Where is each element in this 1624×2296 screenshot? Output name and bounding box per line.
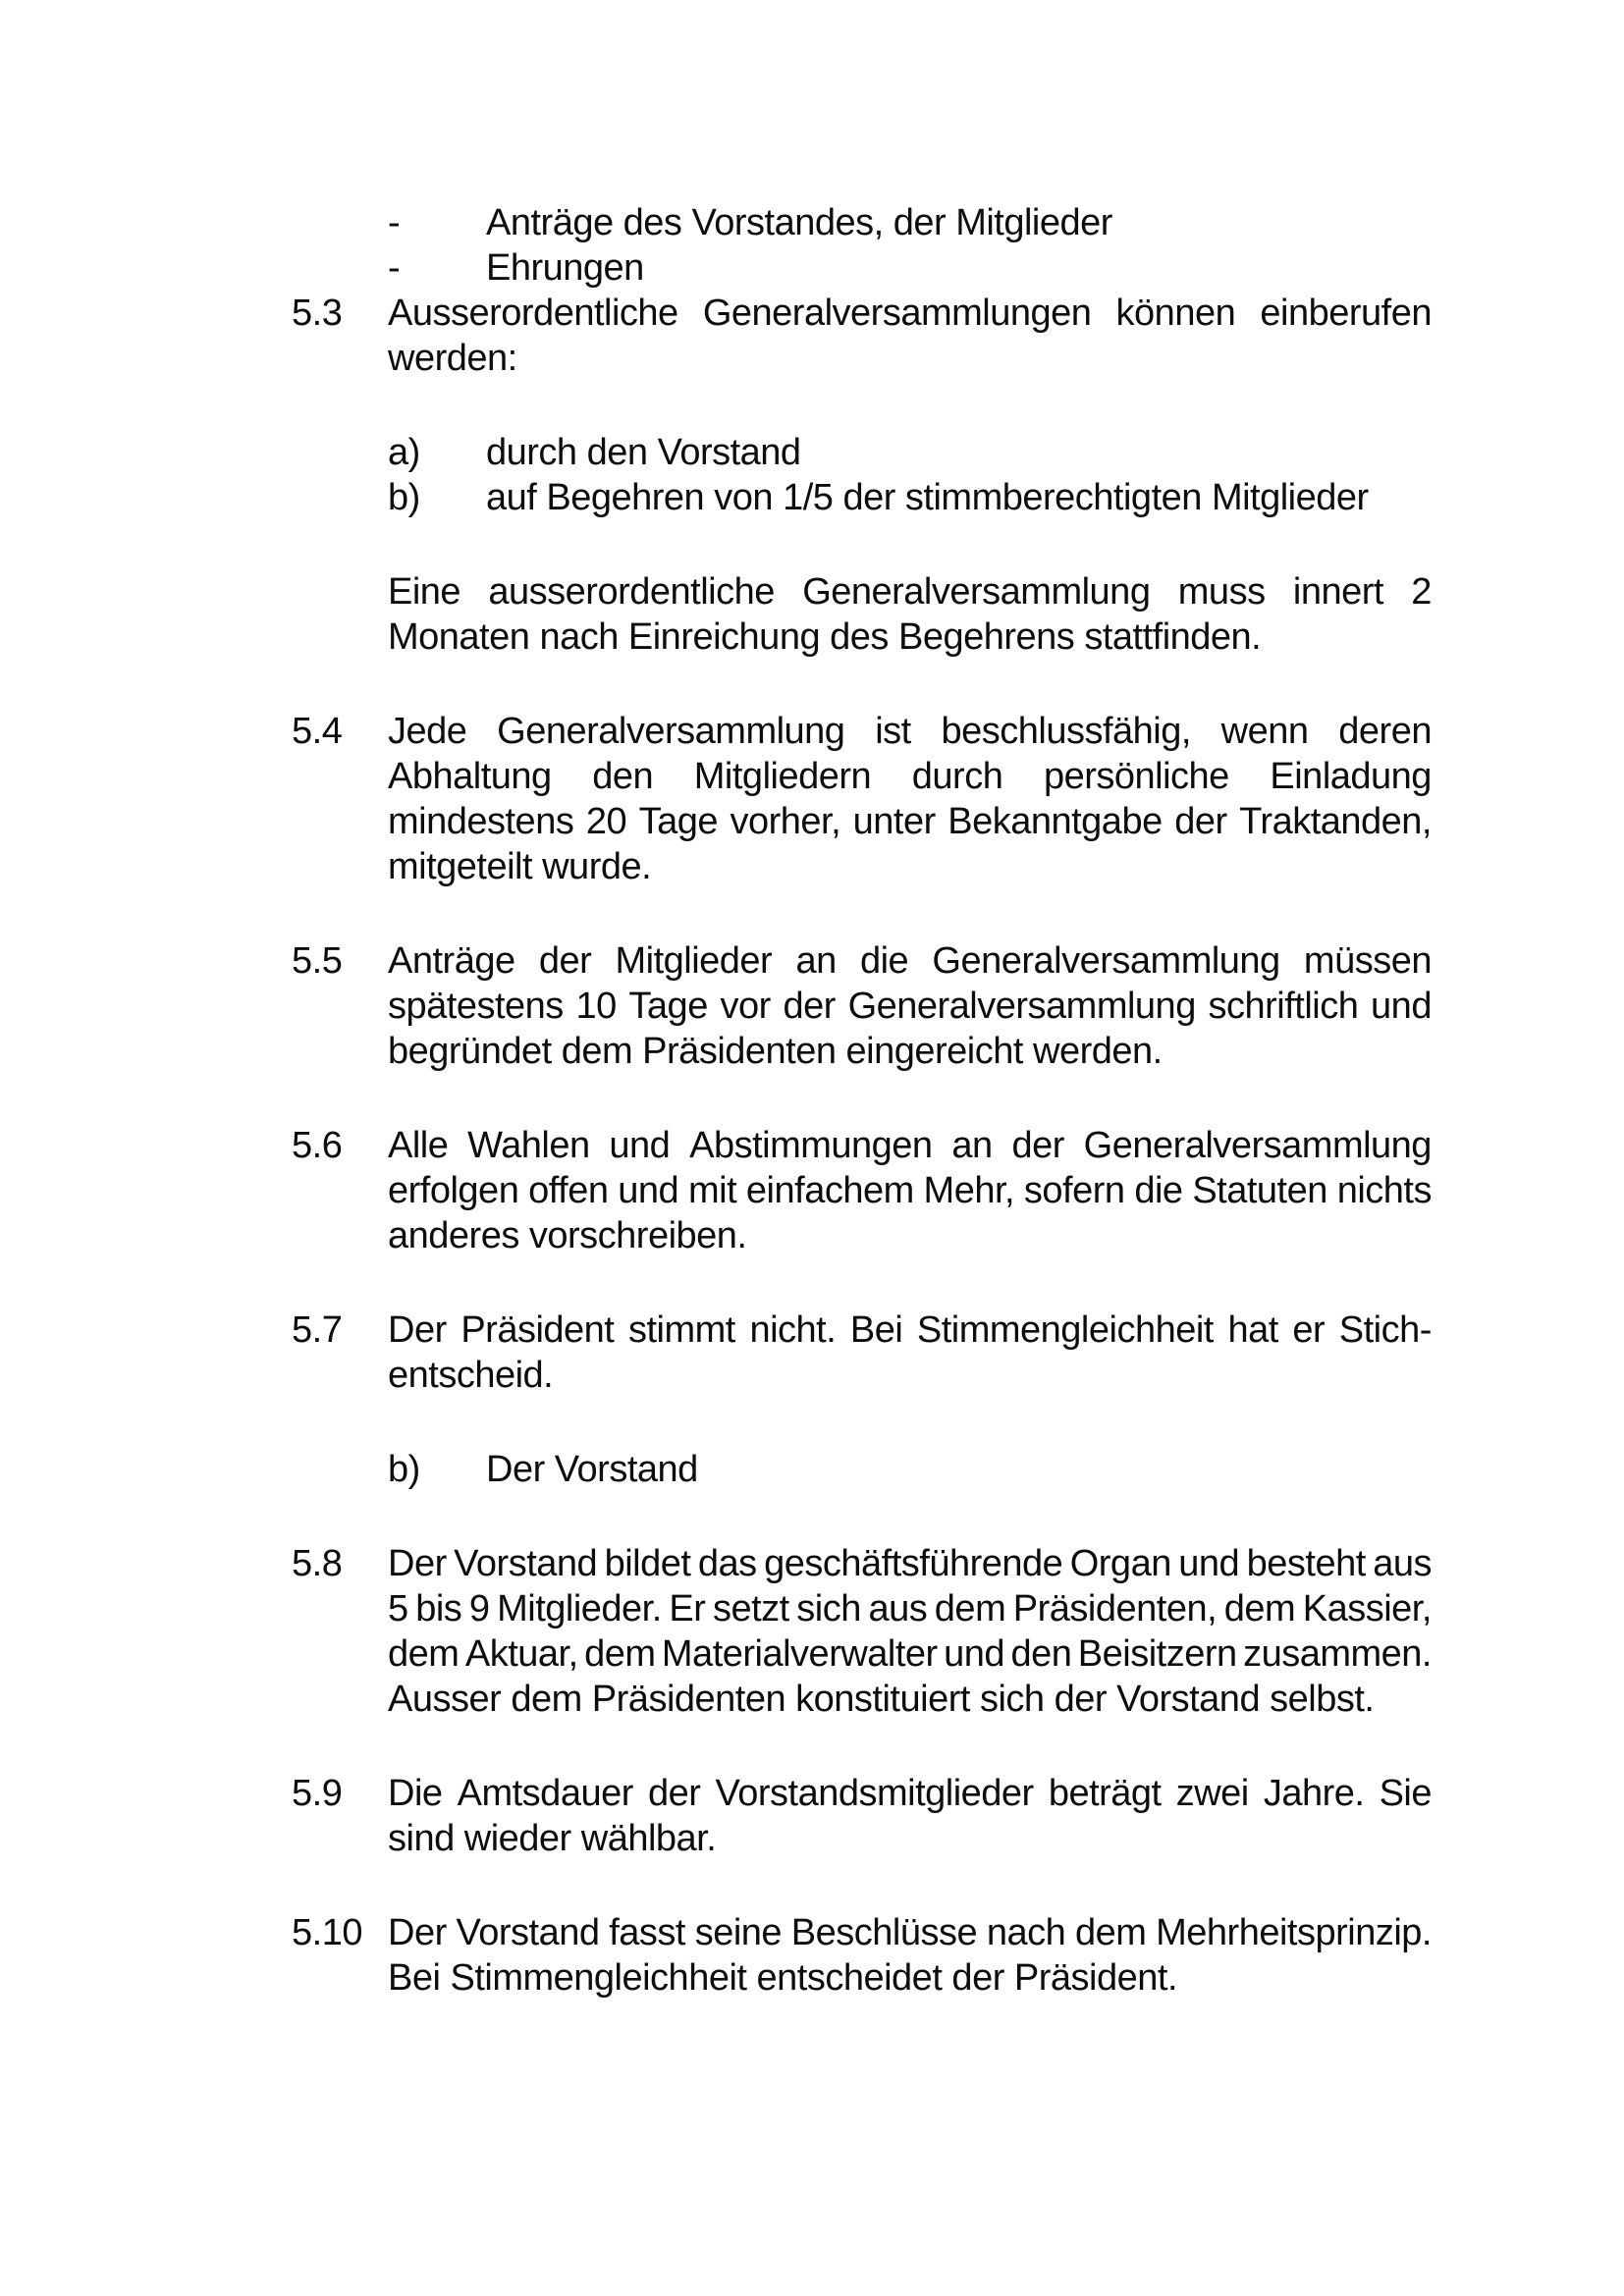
paragraph-line: mitgeteilt wurde. — [388, 846, 652, 887]
word: das — [697, 1543, 757, 1584]
paragraph-line — [388, 1168, 1432, 1213]
word: Statuten — [1192, 1170, 1327, 1211]
paragraph-line: Bei Stimmengleichheit entscheidet der Präsident. — [388, 1957, 1178, 1999]
word: zusammen. — [1243, 1633, 1432, 1675]
word: Bei — [849, 1309, 903, 1351]
word: Stich- — [1338, 1309, 1432, 1351]
word: spätestens — [388, 986, 564, 1027]
paragraph-line — [388, 1771, 1432, 1816]
word: Vorstandsmitglieder — [715, 1773, 1034, 1814]
word: Anträge — [388, 940, 515, 982]
word: aus — [1373, 1543, 1432, 1584]
word: der — [783, 986, 836, 1027]
word: bis — [415, 1588, 462, 1629]
word: zwei — [1175, 1773, 1249, 1814]
paragraph-line: Monaten nach Einreichung des Begehrens stattfinden. — [388, 616, 1262, 658]
word: 10 — [575, 986, 617, 1027]
word: Tage — [638, 801, 718, 842]
section-5.5 — [292, 938, 1432, 1074]
word: der — [1011, 1125, 1064, 1166]
list-item-text: Der Vorstand — [486, 1449, 698, 1490]
list-item — [292, 475, 1432, 520]
section-5.7 — [292, 1308, 1432, 1398]
word: schriftlich — [1208, 986, 1359, 1027]
word: Beisitzern — [1077, 1633, 1237, 1675]
word: einfachem — [745, 1170, 914, 1211]
paragraph-line — [388, 1308, 1432, 1353]
word: Mehrheitsprinzip. — [1156, 1912, 1432, 1953]
word: fasst — [609, 1912, 685, 1953]
word: nach — [986, 1912, 1066, 1953]
word: Abhaltung — [388, 756, 552, 797]
word: mit — [687, 1170, 737, 1211]
word: vorher, — [730, 801, 841, 842]
paragraph-line: entscheid. — [388, 1355, 554, 1396]
paragraph-text — [388, 569, 1432, 660]
paragraph-line — [388, 984, 1432, 1029]
word: Beschlüsse — [790, 1912, 978, 1953]
word: Materialverwalter — [661, 1633, 938, 1675]
word: Generalversammlungen — [702, 293, 1092, 334]
word: durch — [911, 756, 1003, 797]
word: die — [859, 940, 909, 982]
word: wenn — [1220, 711, 1309, 752]
word: aus — [868, 1588, 928, 1629]
word: einberufen — [1260, 293, 1432, 334]
paragraph-line — [388, 1123, 1432, 1168]
word: nichts — [1336, 1170, 1432, 1211]
word: dem — [1074, 1912, 1147, 1953]
word: innert — [1292, 571, 1383, 613]
word: den — [592, 756, 654, 797]
word: Tage — [628, 986, 708, 1027]
word: sofern — [1023, 1170, 1125, 1211]
section-5.3 — [292, 291, 1432, 381]
word: beträgt — [1048, 1773, 1162, 1814]
word: bildet — [604, 1543, 691, 1584]
list-item — [292, 1447, 1432, 1492]
word: an — [795, 940, 837, 982]
word: Generalversammlung — [497, 711, 845, 752]
word: dem — [584, 1633, 656, 1675]
section-number: 5.10 — [292, 1912, 362, 1953]
list-item-text: durch den Vorstand — [486, 432, 801, 473]
section-number: 5.8 — [292, 1543, 343, 1584]
word: die — [1134, 1170, 1183, 1211]
paragraph-line: begründet dem Präsidenten eingereicht werden. — [388, 1031, 1163, 1072]
word: Eine — [388, 571, 461, 613]
paragraph-line: anderes vorschreiben. — [388, 1215, 747, 1256]
list-item — [292, 245, 1432, 291]
paragraph-line — [388, 754, 1432, 799]
word: er — [1292, 1309, 1326, 1351]
word: Die — [388, 1773, 443, 1814]
word: Kassier, — [1302, 1588, 1432, 1629]
word: seine — [694, 1912, 783, 1953]
paragraph-line — [388, 1586, 1432, 1631]
word: dem — [388, 1633, 460, 1675]
word: stimmt — [627, 1309, 735, 1351]
word: Jede — [388, 711, 467, 752]
section-number: 5.4 — [292, 711, 343, 752]
section-5.10 — [292, 1910, 1432, 2001]
list-item — [292, 200, 1432, 245]
word: Jahre. — [1263, 1773, 1365, 1814]
section-5.4 — [292, 709, 1432, 889]
word: Einladung — [1270, 756, 1432, 797]
word: setzt — [712, 1588, 789, 1629]
word: und — [618, 1170, 679, 1211]
word: Aktuar, — [464, 1633, 578, 1675]
word: Mitglieder. — [497, 1588, 662, 1629]
word: besteht — [1246, 1543, 1366, 1584]
word: müssen — [1303, 940, 1432, 982]
word: vor — [720, 986, 771, 1027]
list-marker: b) — [388, 477, 420, 518]
word: Vorstand — [456, 1912, 600, 1953]
list-item-text: Anträge des Vorstandes, der Mitglieder — [486, 202, 1112, 243]
word: erfolgen — [388, 1170, 519, 1211]
list-item-text: Ehrungen — [486, 247, 644, 289]
word: muss — [1177, 571, 1266, 613]
word: Generalversammlung — [932, 940, 1280, 982]
paragraph-line — [388, 1631, 1432, 1677]
word: dem — [934, 1588, 1006, 1629]
word: können — [1115, 293, 1236, 334]
word: Alle — [388, 1125, 449, 1166]
word: unter — [852, 801, 936, 842]
list-item — [292, 430, 1432, 475]
section-text — [388, 291, 1432, 381]
paragraph-line: werden: — [388, 338, 517, 379]
section-5.8 — [292, 1541, 1432, 1722]
word: persönliche — [1043, 756, 1229, 797]
word: und — [1178, 1543, 1240, 1584]
section-text — [388, 1308, 1432, 1398]
word: Mitgliedern — [693, 756, 872, 797]
word: Präsidenten, — [1012, 1588, 1218, 1629]
word: 9 — [468, 1588, 490, 1629]
section-5.6 — [292, 1123, 1432, 1258]
word: Generalversammlung — [802, 571, 1151, 613]
word: den — [1010, 1633, 1072, 1675]
paragraph-line — [388, 799, 1432, 844]
paragraph-line — [388, 1910, 1432, 1955]
word: und — [944, 1633, 1005, 1675]
paragraph-line — [388, 1541, 1432, 1586]
word: 20 — [585, 801, 627, 842]
paragraph — [292, 569, 1432, 660]
list-marker: a) — [388, 432, 420, 473]
word: der — [1174, 801, 1227, 842]
section-5.9 — [292, 1771, 1432, 1861]
word: der — [647, 1773, 701, 1814]
word: Traktanden, — [1239, 801, 1432, 842]
word: Präsident — [460, 1309, 615, 1351]
section-text — [388, 1123, 1432, 1258]
list-marker: b) — [388, 1449, 420, 1490]
word: Ausserordentliche — [388, 293, 678, 334]
word: hat — [1227, 1309, 1278, 1351]
word: ist — [875, 711, 911, 752]
list-marker: - — [388, 202, 401, 243]
list-item-text: auf Begehren von 1/5 der stimmberechtigten Mitglieder — [486, 477, 1369, 518]
word: sich — [796, 1588, 861, 1629]
paragraph-line: sind wieder wählbar. — [388, 1818, 717, 1859]
word: ausserordentliche — [488, 571, 775, 613]
word: und — [1371, 986, 1432, 1027]
section-number: 5.7 — [292, 1309, 343, 1351]
word: nicht. — [749, 1309, 837, 1351]
section-text — [388, 1771, 1432, 1861]
word: Stimmengleichheit — [916, 1309, 1214, 1351]
word: der — [538, 940, 592, 982]
word: 2 — [1411, 571, 1432, 613]
word: Organ — [1069, 1543, 1171, 1584]
word: Amtsdauer — [457, 1773, 633, 1814]
word: Mitglieder — [615, 940, 773, 982]
word: Bekanntgabe — [947, 801, 1163, 842]
section-text — [388, 938, 1432, 1074]
word: und — [609, 1125, 671, 1166]
word: 5 — [388, 1588, 408, 1629]
section-number: 5.9 — [292, 1773, 343, 1814]
section-text — [388, 1541, 1432, 1722]
word: Der — [388, 1912, 447, 1953]
paragraph-line — [388, 291, 1432, 336]
word: Vorstand — [454, 1543, 598, 1584]
word: Mehr, — [923, 1170, 1015, 1211]
paragraph-line — [388, 569, 1432, 614]
word: Er — [669, 1588, 706, 1629]
word: Sie — [1379, 1773, 1432, 1814]
word: Der — [388, 1309, 447, 1351]
word: Abstimmungen — [689, 1125, 933, 1166]
word: offen — [528, 1170, 609, 1211]
word: Generalversammlung — [847, 986, 1196, 1027]
word: dem — [1223, 1588, 1296, 1629]
section-number: 5.3 — [292, 293, 343, 334]
list-marker: - — [388, 247, 401, 289]
word: Der — [388, 1543, 447, 1584]
word: beschlussfähig, — [941, 711, 1191, 752]
section-text — [388, 1910, 1432, 2001]
word: deren — [1338, 711, 1432, 752]
document-body — [292, 200, 1432, 2001]
word: Wahlen — [467, 1125, 590, 1166]
paragraph-line: Ausser dem Präsidenten konstituiert sich der Vorstand selbst. — [388, 1679, 1375, 1720]
paragraph-line — [388, 709, 1432, 754]
section-text — [388, 709, 1432, 889]
word: mindestens — [388, 801, 574, 842]
word: Generalversammlung — [1083, 1125, 1432, 1166]
word: geschäftsführende — [764, 1543, 1063, 1584]
section-number: 5.6 — [292, 1125, 343, 1166]
section-number: 5.5 — [292, 940, 343, 982]
word: an — [951, 1125, 993, 1166]
paragraph-line — [388, 938, 1432, 984]
